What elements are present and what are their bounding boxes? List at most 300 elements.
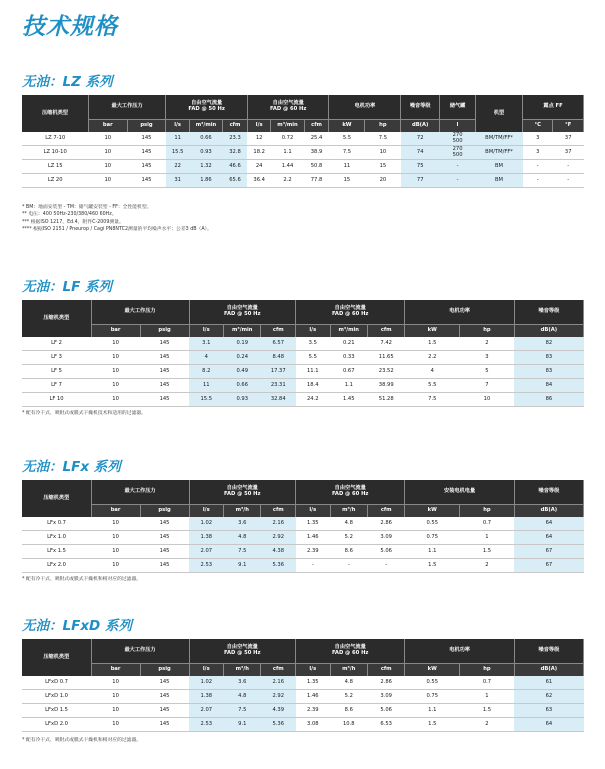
value-cell: 5.06 bbox=[367, 545, 404, 559]
table-row bbox=[22, 690, 584, 704]
value-cell: BM/TM/FF* bbox=[476, 132, 523, 146]
value-cell: 10 bbox=[91, 393, 140, 407]
value-cell: 2 bbox=[460, 559, 515, 573]
value-cell: 0.67 bbox=[330, 365, 367, 379]
value-cell: 0.72 bbox=[271, 132, 304, 146]
value-cell: 8.6 bbox=[330, 545, 367, 559]
model-cell: LZ 15 bbox=[22, 160, 88, 174]
value-cell: 3.09 bbox=[367, 531, 404, 545]
value-cell: 3.09 bbox=[367, 690, 404, 704]
table-row bbox=[22, 531, 584, 545]
unit-header: m³/min bbox=[189, 120, 222, 133]
column-header: 压缩机类型 bbox=[22, 639, 91, 676]
unit-header: m³/min bbox=[330, 325, 367, 338]
value-cell: 145 bbox=[140, 531, 189, 545]
value-cell: 64 bbox=[514, 531, 583, 545]
unit-header: hp bbox=[460, 505, 515, 518]
value-cell: 145 bbox=[127, 174, 166, 188]
value-cell: 3 bbox=[523, 146, 553, 160]
value-cell: 1.35 bbox=[296, 676, 331, 690]
value-cell: 1.1 bbox=[405, 545, 460, 559]
column-header: 电机功率 bbox=[329, 95, 401, 120]
value-cell: 6.57 bbox=[261, 337, 296, 351]
value-cell: 3 bbox=[523, 132, 553, 146]
value-cell: - bbox=[296, 559, 331, 573]
unit-header: l/s bbox=[189, 325, 224, 338]
value-cell: 10 bbox=[365, 146, 401, 160]
value-cell: 11 bbox=[329, 160, 365, 174]
unit-header: cfm bbox=[367, 664, 404, 677]
unit-header: l bbox=[440, 120, 476, 133]
value-cell: 3.1 bbox=[189, 337, 224, 351]
section-title-lf: 无油：LF 系列 bbox=[22, 279, 113, 295]
value-cell: 2.92 bbox=[261, 690, 296, 704]
model-cell: LFx 2.0 bbox=[22, 559, 91, 573]
column-header: 最大工作压力 bbox=[91, 639, 189, 664]
unit-header: dB(A) bbox=[514, 664, 583, 677]
unit-header: °C bbox=[523, 120, 553, 133]
value-cell: 145 bbox=[127, 146, 166, 160]
table-row bbox=[22, 351, 584, 365]
value-cell: 5.36 bbox=[261, 718, 296, 732]
value-cell: 1.86 bbox=[189, 174, 222, 188]
unit-header: l/s bbox=[189, 505, 224, 518]
value-cell: 32.84 bbox=[261, 393, 296, 407]
unit-header: °F bbox=[553, 120, 584, 133]
value-cell: 5.36 bbox=[261, 559, 296, 573]
value-cell: 2.86 bbox=[367, 517, 404, 531]
value-cell: 2.92 bbox=[261, 531, 296, 545]
value-cell: 6.53 bbox=[367, 718, 404, 732]
column-header: 自由空气流量 FAD @ 60 Hz bbox=[247, 95, 329, 120]
value-cell: 37 bbox=[553, 132, 584, 146]
unit-header: kW bbox=[405, 664, 460, 677]
value-cell: 11 bbox=[166, 132, 190, 146]
table-row bbox=[22, 393, 584, 407]
unit-header: l/s bbox=[296, 505, 331, 518]
value-cell: - bbox=[330, 559, 367, 573]
value-cell: 46.6 bbox=[223, 160, 248, 174]
model-cell: LF 7 bbox=[22, 379, 91, 393]
value-cell: 145 bbox=[140, 351, 189, 365]
value-cell: 3 bbox=[460, 351, 515, 365]
column-header: 压缩机类型 bbox=[22, 300, 91, 337]
spec-table-lfx bbox=[22, 480, 584, 573]
unit-header: m³/min bbox=[224, 325, 261, 338]
value-cell: 145 bbox=[127, 132, 166, 146]
column-header: 安装电机电量 bbox=[405, 480, 514, 505]
table-row bbox=[22, 146, 584, 160]
value-cell: 7.5 bbox=[224, 704, 261, 718]
unit-header: l/s bbox=[247, 120, 271, 133]
value-cell: 1 bbox=[460, 531, 515, 545]
unit-header: bar bbox=[88, 120, 127, 133]
value-cell: 0.33 bbox=[330, 351, 367, 365]
value-cell: 2.16 bbox=[261, 517, 296, 531]
unit-header: psig bbox=[140, 664, 189, 677]
footnote: **** 根据ISO 2151 / Pneurop / Cagi PN8NTC2测量的平均噪声水平；公差3 dB（A）。 bbox=[22, 227, 212, 233]
value-cell: 270 500 bbox=[440, 132, 476, 146]
value-cell: 10 bbox=[88, 132, 127, 146]
value-cell: 0.66 bbox=[224, 379, 261, 393]
value-cell: 10 bbox=[88, 174, 127, 188]
value-cell: 145 bbox=[140, 545, 189, 559]
value-cell: 145 bbox=[140, 704, 189, 718]
value-cell: 4.39 bbox=[261, 704, 296, 718]
value-cell: 3.08 bbox=[296, 718, 331, 732]
value-cell: 3.5 bbox=[296, 337, 331, 351]
table-row bbox=[22, 379, 584, 393]
footnote: *** 根据ISO 1217，Ed.4，附件C-2009测量。 bbox=[22, 219, 124, 225]
unit-header: psig bbox=[140, 325, 189, 338]
value-cell: 23.3 bbox=[223, 132, 248, 146]
value-cell: 9.1 bbox=[224, 718, 261, 732]
value-cell: 1.5 bbox=[460, 704, 515, 718]
column-header: 自由空气流量 FAD @ 60 Hz bbox=[296, 300, 405, 325]
value-cell: 10 bbox=[91, 517, 140, 531]
table-row bbox=[22, 160, 584, 174]
value-cell: 10 bbox=[91, 379, 140, 393]
model-cell: LFxD 2.0 bbox=[22, 718, 91, 732]
value-cell: 2.07 bbox=[189, 545, 224, 559]
value-cell: 37 bbox=[553, 146, 584, 160]
column-header: 电机功率 bbox=[405, 639, 514, 664]
value-cell: 145 bbox=[140, 718, 189, 732]
value-cell: 4 bbox=[405, 365, 460, 379]
value-cell: 11.65 bbox=[367, 351, 404, 365]
unit-header: kW bbox=[329, 120, 365, 133]
value-cell: 1.45 bbox=[330, 393, 367, 407]
value-cell: 63 bbox=[514, 704, 583, 718]
column-header: 压缩机类型 bbox=[22, 480, 91, 517]
value-cell: 15.5 bbox=[166, 146, 190, 160]
value-cell: 74 bbox=[401, 146, 440, 160]
value-cell: 50.8 bbox=[304, 160, 329, 174]
value-cell: 0.49 bbox=[224, 365, 261, 379]
value-cell: 10 bbox=[91, 676, 140, 690]
value-cell: 10 bbox=[91, 365, 140, 379]
model-cell: LZ 20 bbox=[22, 174, 88, 188]
model-cell: LF 10 bbox=[22, 393, 91, 407]
spec-table-lfxd bbox=[22, 639, 584, 732]
value-cell: 1.1 bbox=[271, 146, 304, 160]
value-cell: 5.2 bbox=[330, 531, 367, 545]
unit-header: m³/h bbox=[224, 664, 261, 677]
table-row bbox=[22, 545, 584, 559]
value-cell: 8.2 bbox=[189, 365, 224, 379]
value-cell: 2.86 bbox=[367, 676, 404, 690]
column-header: 噪音等级 bbox=[514, 300, 583, 325]
value-cell: 24 bbox=[247, 160, 271, 174]
value-cell: BM/TM/FF* bbox=[476, 146, 523, 160]
unit-header: l/s bbox=[296, 664, 331, 677]
value-cell: 0.19 bbox=[224, 337, 261, 351]
column-header: 储气罐 bbox=[440, 95, 476, 120]
column-header: 自由空气流量 FAD @ 50 Hz bbox=[189, 300, 296, 325]
value-cell: - bbox=[553, 174, 584, 188]
unit-header: bar bbox=[91, 505, 140, 518]
unit-header: kW bbox=[405, 505, 460, 518]
value-cell: 10.8 bbox=[330, 718, 367, 732]
value-cell: 7.5 bbox=[365, 132, 401, 146]
column-header: 最大工作压力 bbox=[88, 95, 166, 120]
value-cell: 10 bbox=[91, 337, 140, 351]
value-cell: 4 bbox=[189, 351, 224, 365]
value-cell: 22 bbox=[166, 160, 190, 174]
unit-header: hp bbox=[460, 664, 515, 677]
value-cell: 0.7 bbox=[460, 676, 515, 690]
value-cell: 32.8 bbox=[223, 146, 248, 160]
value-cell: 5.06 bbox=[367, 704, 404, 718]
value-cell: 82 bbox=[514, 337, 583, 351]
value-cell: 145 bbox=[140, 559, 189, 573]
value-cell: 145 bbox=[140, 337, 189, 351]
model-cell: LZ 7-10 bbox=[22, 132, 88, 146]
value-cell: 15.5 bbox=[189, 393, 224, 407]
column-header: 噪音等级 bbox=[514, 639, 583, 664]
model-cell: LFx 1.0 bbox=[22, 531, 91, 545]
table-row bbox=[22, 365, 584, 379]
value-cell: 64 bbox=[514, 718, 583, 732]
value-cell: 2.07 bbox=[189, 704, 224, 718]
table-row bbox=[22, 337, 584, 351]
unit-header: kW bbox=[405, 325, 460, 338]
value-cell: 77 bbox=[401, 174, 440, 188]
column-header: 电机功率 bbox=[405, 300, 514, 325]
value-cell: 67 bbox=[514, 559, 583, 573]
column-header: 机型 bbox=[476, 95, 523, 132]
value-cell: - bbox=[553, 160, 584, 174]
value-cell: 4.8 bbox=[224, 531, 261, 545]
notes-lz bbox=[22, 204, 212, 234]
value-cell: 1.1 bbox=[330, 379, 367, 393]
value-cell: 1.5 bbox=[405, 337, 460, 351]
model-cell: LF 5 bbox=[22, 365, 91, 379]
value-cell: 51.28 bbox=[367, 393, 404, 407]
value-cell: 1.38 bbox=[189, 690, 224, 704]
value-cell: 62 bbox=[514, 690, 583, 704]
value-cell: 0.75 bbox=[405, 690, 460, 704]
value-cell: 145 bbox=[127, 160, 166, 174]
value-cell: 31 bbox=[166, 174, 190, 188]
value-cell: 2 bbox=[460, 718, 515, 732]
value-cell: 1.02 bbox=[189, 676, 224, 690]
value-cell: 10 bbox=[88, 146, 127, 160]
value-cell: 10 bbox=[91, 690, 140, 704]
value-cell: 18.4 bbox=[296, 379, 331, 393]
value-cell: 10 bbox=[91, 351, 140, 365]
footnote: * 配有冷干式、吸附式或膜式干燥机和相对应的过滤器。 bbox=[22, 577, 142, 582]
value-cell: 9.1 bbox=[224, 559, 261, 573]
value-cell: 5.5 bbox=[329, 132, 365, 146]
value-cell: 2 bbox=[460, 337, 515, 351]
unit-header: psig bbox=[127, 120, 166, 133]
value-cell: 12 bbox=[247, 132, 271, 146]
notes-lfxd bbox=[22, 737, 141, 744]
model-cell: LFxD 1.5 bbox=[22, 704, 91, 718]
footnote: * BM：地面安装型 - TM：储气罐安装型 - FF：全性能机型。 bbox=[22, 205, 152, 210]
footnote: * 配有冷干式、吸附式或膜式干燥机和相对应的过滤器。 bbox=[22, 738, 142, 743]
value-cell: 2.2 bbox=[271, 174, 304, 188]
value-cell: 10 bbox=[91, 718, 140, 732]
value-cell: - bbox=[440, 160, 476, 174]
value-cell: 7.5 bbox=[405, 393, 460, 407]
column-header: 压缩机类型 bbox=[22, 95, 88, 132]
model-cell: LZ 10-10 bbox=[22, 146, 88, 160]
value-cell: 11.1 bbox=[296, 365, 331, 379]
value-cell: 145 bbox=[140, 365, 189, 379]
unit-header: bar bbox=[91, 664, 140, 677]
unit-header: cfm bbox=[261, 325, 296, 338]
unit-header: l/s bbox=[166, 120, 190, 133]
value-cell: 38.9 bbox=[304, 146, 329, 160]
value-cell: 84 bbox=[514, 379, 583, 393]
value-cell: 7 bbox=[460, 379, 515, 393]
column-header: 噪音等级 bbox=[401, 95, 440, 120]
value-cell: 0.21 bbox=[330, 337, 367, 351]
value-cell: 5.5 bbox=[296, 351, 331, 365]
value-cell: 1.46 bbox=[296, 690, 331, 704]
value-cell: 8.6 bbox=[330, 704, 367, 718]
value-cell: 2.53 bbox=[189, 559, 224, 573]
value-cell: 72 bbox=[401, 132, 440, 146]
page-title: 技术规格 bbox=[22, 14, 118, 40]
footnote: * 配有冷干式、吸附式或膜式干燥机技术和适用的过滤器。 bbox=[22, 411, 146, 416]
column-header: 自由空气流量 FAD @ 60 Hz bbox=[296, 480, 405, 505]
value-cell: 1.5 bbox=[460, 545, 515, 559]
unit-header: cfm bbox=[261, 664, 296, 677]
table-row bbox=[22, 174, 584, 188]
column-header: 自由空气流量 FAD @ 60 Hz bbox=[296, 639, 405, 664]
value-cell: 83 bbox=[514, 365, 583, 379]
unit-header: dB(A) bbox=[514, 505, 583, 518]
value-cell: 15 bbox=[329, 174, 365, 188]
model-cell: LFx 0.7 bbox=[22, 517, 91, 531]
table-row bbox=[22, 559, 584, 573]
value-cell: 2.2 bbox=[405, 351, 460, 365]
table-row bbox=[22, 676, 584, 690]
value-cell: 2.16 bbox=[261, 676, 296, 690]
unit-header: cfm bbox=[261, 505, 296, 518]
value-cell: 20 bbox=[365, 174, 401, 188]
value-cell: 1 bbox=[460, 690, 515, 704]
notes-lfx bbox=[22, 576, 141, 583]
unit-header: m³/h bbox=[330, 664, 367, 677]
value-cell: 145 bbox=[140, 676, 189, 690]
value-cell: 4.8 bbox=[330, 517, 367, 531]
value-cell: 18.2 bbox=[247, 146, 271, 160]
value-cell: 5.2 bbox=[330, 690, 367, 704]
unit-header: l/s bbox=[189, 664, 224, 677]
value-cell: BM bbox=[476, 160, 523, 174]
value-cell: 0.7 bbox=[460, 517, 515, 531]
value-cell: 4.38 bbox=[261, 545, 296, 559]
value-cell: 3.6 bbox=[224, 517, 261, 531]
column-header: 自由空气流量 FAD @ 50 Hz bbox=[166, 95, 248, 120]
value-cell: 10 bbox=[91, 531, 140, 545]
value-cell: 7.42 bbox=[367, 337, 404, 351]
unit-header: psig bbox=[140, 505, 189, 518]
unit-header: cfm bbox=[223, 120, 248, 133]
value-cell: 1.02 bbox=[189, 517, 224, 531]
footnote: ** 电压：400 50Hz-230/380/460 60Hz。 bbox=[22, 212, 117, 218]
value-cell: 10 bbox=[91, 704, 140, 718]
value-cell: 83 bbox=[514, 351, 583, 365]
unit-header: cfm bbox=[367, 325, 404, 338]
table-row bbox=[22, 718, 584, 732]
unit-header: cfm bbox=[367, 505, 404, 518]
column-header: 自由空气流量 FAD @ 50 Hz bbox=[189, 480, 296, 505]
unit-header: dB(A) bbox=[514, 325, 583, 338]
column-header: 自由空气流量 FAD @ 50 Hz bbox=[189, 639, 296, 664]
unit-header: m³/h bbox=[224, 505, 261, 518]
value-cell: 1.38 bbox=[189, 531, 224, 545]
value-cell: 65.6 bbox=[223, 174, 248, 188]
value-cell: 7.5 bbox=[224, 545, 261, 559]
value-cell: 1.32 bbox=[189, 160, 222, 174]
value-cell: 61 bbox=[514, 676, 583, 690]
spec-table-lf bbox=[22, 300, 584, 407]
value-cell: 0.55 bbox=[405, 676, 460, 690]
value-cell: 10 bbox=[91, 559, 140, 573]
unit-header: m³/min bbox=[271, 120, 304, 133]
spec-table-lz bbox=[22, 95, 584, 188]
value-cell: 3.6 bbox=[224, 676, 261, 690]
value-cell: 1.35 bbox=[296, 517, 331, 531]
value-cell: - bbox=[440, 174, 476, 188]
model-cell: LF 3 bbox=[22, 351, 91, 365]
value-cell: 2.39 bbox=[296, 545, 331, 559]
value-cell: - bbox=[367, 559, 404, 573]
value-cell: 145 bbox=[140, 379, 189, 393]
value-cell: 75 bbox=[401, 160, 440, 174]
value-cell: 5 bbox=[460, 365, 515, 379]
value-cell: 10 bbox=[460, 393, 515, 407]
value-cell: 4.8 bbox=[330, 676, 367, 690]
table-row bbox=[22, 517, 584, 531]
unit-header: dB(A) bbox=[401, 120, 440, 133]
table-row bbox=[22, 132, 584, 146]
value-cell: 11 bbox=[189, 379, 224, 393]
value-cell: 64 bbox=[514, 517, 583, 531]
value-cell: 7.5 bbox=[329, 146, 365, 160]
value-cell: 23.31 bbox=[261, 379, 296, 393]
value-cell: 24.2 bbox=[296, 393, 331, 407]
value-cell: 77.8 bbox=[304, 174, 329, 188]
column-header: 最大工作压力 bbox=[91, 300, 189, 325]
value-cell: 23.52 bbox=[367, 365, 404, 379]
model-cell: LF 2 bbox=[22, 337, 91, 351]
value-cell: - bbox=[523, 174, 553, 188]
column-header: 噪音等级 bbox=[514, 480, 583, 505]
value-cell: 15 bbox=[365, 160, 401, 174]
table-row bbox=[22, 704, 584, 718]
value-cell: 0.55 bbox=[405, 517, 460, 531]
model-cell: LFx 1.5 bbox=[22, 545, 91, 559]
value-cell: 0.93 bbox=[224, 393, 261, 407]
unit-header: m³/h bbox=[330, 505, 367, 518]
value-cell: 4.8 bbox=[224, 690, 261, 704]
section-title-lfx: 无油：LFx 系列 bbox=[22, 459, 121, 475]
unit-header: hp bbox=[460, 325, 515, 338]
unit-header: cfm bbox=[304, 120, 329, 133]
value-cell: 2.39 bbox=[296, 704, 331, 718]
value-cell: 145 bbox=[140, 690, 189, 704]
value-cell: 1.44 bbox=[271, 160, 304, 174]
value-cell: 1.5 bbox=[405, 559, 460, 573]
model-cell: LFxD 0.7 bbox=[22, 676, 91, 690]
value-cell: 67 bbox=[514, 545, 583, 559]
